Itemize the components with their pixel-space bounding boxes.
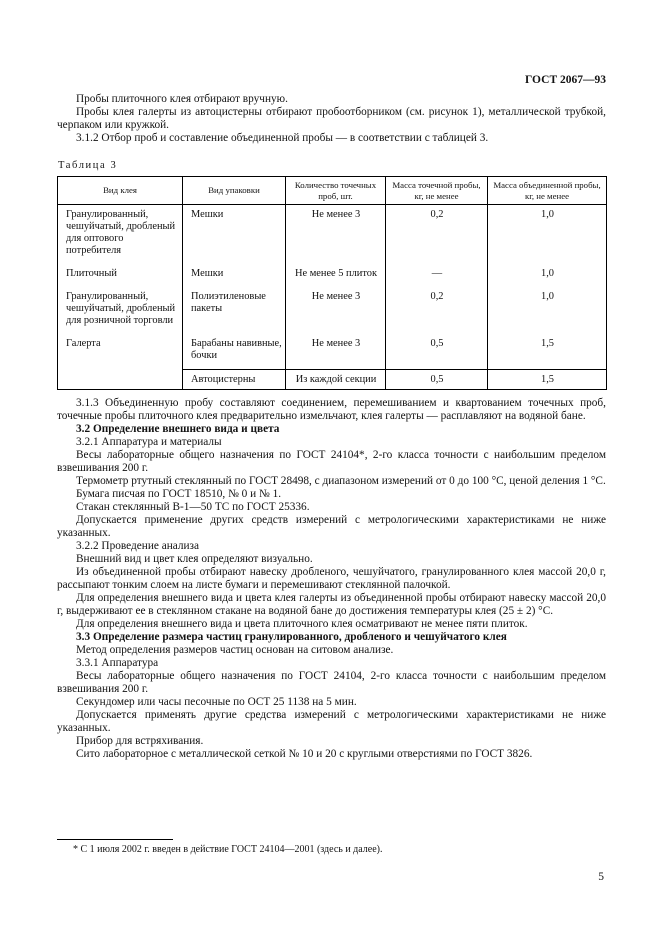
paragraph: Сито лабораторное с металлической сеткой № 10 и 20 с круглыми отверстиями по ГОСТ 3826.	[76, 748, 533, 760]
paragraph: 3.1.3 Объединенную пробу составляют соединением, перемешиванием и квартованием точечных проб, точечные пробы плиточного клея предварительно измельчают, клея галерты — расплавляют на водяной бане.	[57, 397, 606, 422]
footnote-text: * С 1 июля 2002 г. введен в действие ГОСТ 24104—2001 (здесь и далее).	[73, 844, 383, 855]
paragraph: Весы лабораторные общего назначения по ГОСТ 24104*, 2-го класса точности с наибольшим пределом взвешивания 200 г.	[57, 449, 606, 474]
column-header: Количество точечных проб, шт.	[286, 177, 386, 205]
table-cell: Плиточный	[58, 264, 183, 287]
paragraph: Пробы плиточного клея отбирают вручную.	[76, 93, 288, 105]
table-cell: Не менее 5 плиток	[286, 264, 386, 287]
table-cell: Не менее 3	[286, 334, 386, 370]
column-header: Масса точечной пробы, кг, не менее	[386, 177, 488, 205]
paragraph: Стакан стеклянный В-1—50 ТС по ГОСТ 25336.	[76, 501, 310, 513]
paragraph: 3.2.2 Проведение анализа	[76, 540, 200, 552]
paragraph: Бумага писчая по ГОСТ 18510, № 0 и № 1.	[76, 488, 282, 500]
table-cell: 0,2	[386, 205, 488, 265]
table-cell: Мешки	[183, 264, 286, 287]
section-heading-3-2: 3.2 Определение внешнего вида и цвета	[76, 423, 280, 435]
table-cell: 1,0	[488, 205, 607, 265]
doc-number: ГОСТ 2067—93	[525, 74, 606, 86]
page-number: 5	[598, 871, 604, 883]
table-cell: 1,5	[488, 370, 607, 390]
table-cell: 0,5	[386, 370, 488, 390]
table-cell: Гранулированный, чешуйчатый, дробленый для розничной торговли	[58, 287, 183, 334]
table-cell: Полиэтиленовые пакеты	[183, 287, 286, 334]
table-row	[58, 264, 607, 287]
table-cell: 1,5	[488, 334, 607, 370]
table-cell: 1,0	[488, 264, 607, 287]
table-header-row	[58, 177, 607, 205]
paragraph: 3.3.1 Аппаратура	[76, 657, 159, 669]
paragraph: Допускается применять другие средства измерений с метрологическими характеристиками не ниже указанных.	[57, 709, 606, 734]
table-cell: 0,2	[386, 287, 488, 334]
footnote-divider	[57, 839, 173, 840]
table-cell: 1,0	[488, 287, 607, 334]
paragraph: Прибор для встряхивания.	[76, 735, 204, 747]
column-header: Масса объединенной пробы, кг, не менее	[488, 177, 607, 205]
table-row	[58, 205, 607, 265]
intro-section	[57, 93, 606, 145]
paragraph: 3.2.1 Аппаратура и материалы	[76, 436, 222, 448]
paragraph: Из объединенной пробы отбирают навеску дробленого, чешуйчатого, гранулированного клея массой 20,0 г, рассыпают тонким слоем на листе бумаги и перемешивают стеклянной палочкой.	[57, 566, 606, 591]
table-cell: Автоцистерны	[183, 370, 286, 390]
table-cell: Не менее 3	[286, 287, 386, 334]
paragraph: Секундомер или часы песочные по ОСТ 25 1138 на 5 мин.	[76, 696, 357, 708]
table-cell: Мешки	[183, 205, 286, 265]
table-cell: —	[386, 264, 488, 287]
paragraph: 3.1.2 Отбор проб и составление объединенной пробы — в соответствии с таблицей 3.	[76, 132, 489, 144]
table-3	[57, 176, 607, 390]
footnote-section	[57, 839, 606, 856]
table-row	[58, 334, 607, 370]
table-cell: Гранулированный, чешуйчатый, дробленый для оптового потребителя	[58, 205, 183, 265]
table-label: Таблица 3	[58, 160, 118, 171]
section-heading-3-3: 3.3 Определение размера частиц гранулированного, дробленого и чешуйчатого клея	[76, 631, 507, 643]
table-row	[58, 287, 607, 334]
body-section	[57, 397, 606, 761]
table-cell: Барабаны навивные, бочки	[183, 334, 286, 370]
table-cell: Галерта	[58, 334, 183, 390]
table-cell: Не менее 3	[286, 205, 386, 265]
column-header: Вид упаковки	[183, 177, 286, 205]
paragraph: Пробы клея галерты из автоцистерны отбирают пробоотборником (см. рисунок 1), металлической трубкой, черпаком или кружкой.	[57, 106, 606, 131]
table-cell: 0,5	[386, 334, 488, 370]
paragraph: Для определения внешнего вида и цвета клея галерты из объединенной пробы отбирают навеску массой 20,0 г, выдерживают ее в стеклянном стакане на водяной бане до достижения температуры клея (25 ± 2) °С.	[57, 592, 606, 617]
column-header: Вид клея	[58, 177, 183, 205]
paragraph: Термометр ртутный стеклянный по ГОСТ 28498, с диапазоном измерений от 0 до 100 °С, ценой деления 1 °С.	[76, 475, 606, 487]
paragraph: Допускается применение других средств измерений с метрологическими характеристиками не ниже указанных.	[57, 514, 606, 539]
paragraph: Для определения внешнего вида и цвета плиточного клея осматривают не менее пяти плиток.	[76, 618, 528, 630]
paragraph: Внешний вид и цвет клея определяют визуально.	[76, 553, 313, 565]
paragraph: Весы лабораторные общего назначения по ГОСТ 24104, 2-го класса точности с наибольшим пределом взвешивания 200 г.	[57, 670, 606, 695]
table-cell: Из каждой секции	[286, 370, 386, 390]
paragraph: Метод определения размеров частиц основан на ситовом анализе.	[76, 644, 394, 656]
